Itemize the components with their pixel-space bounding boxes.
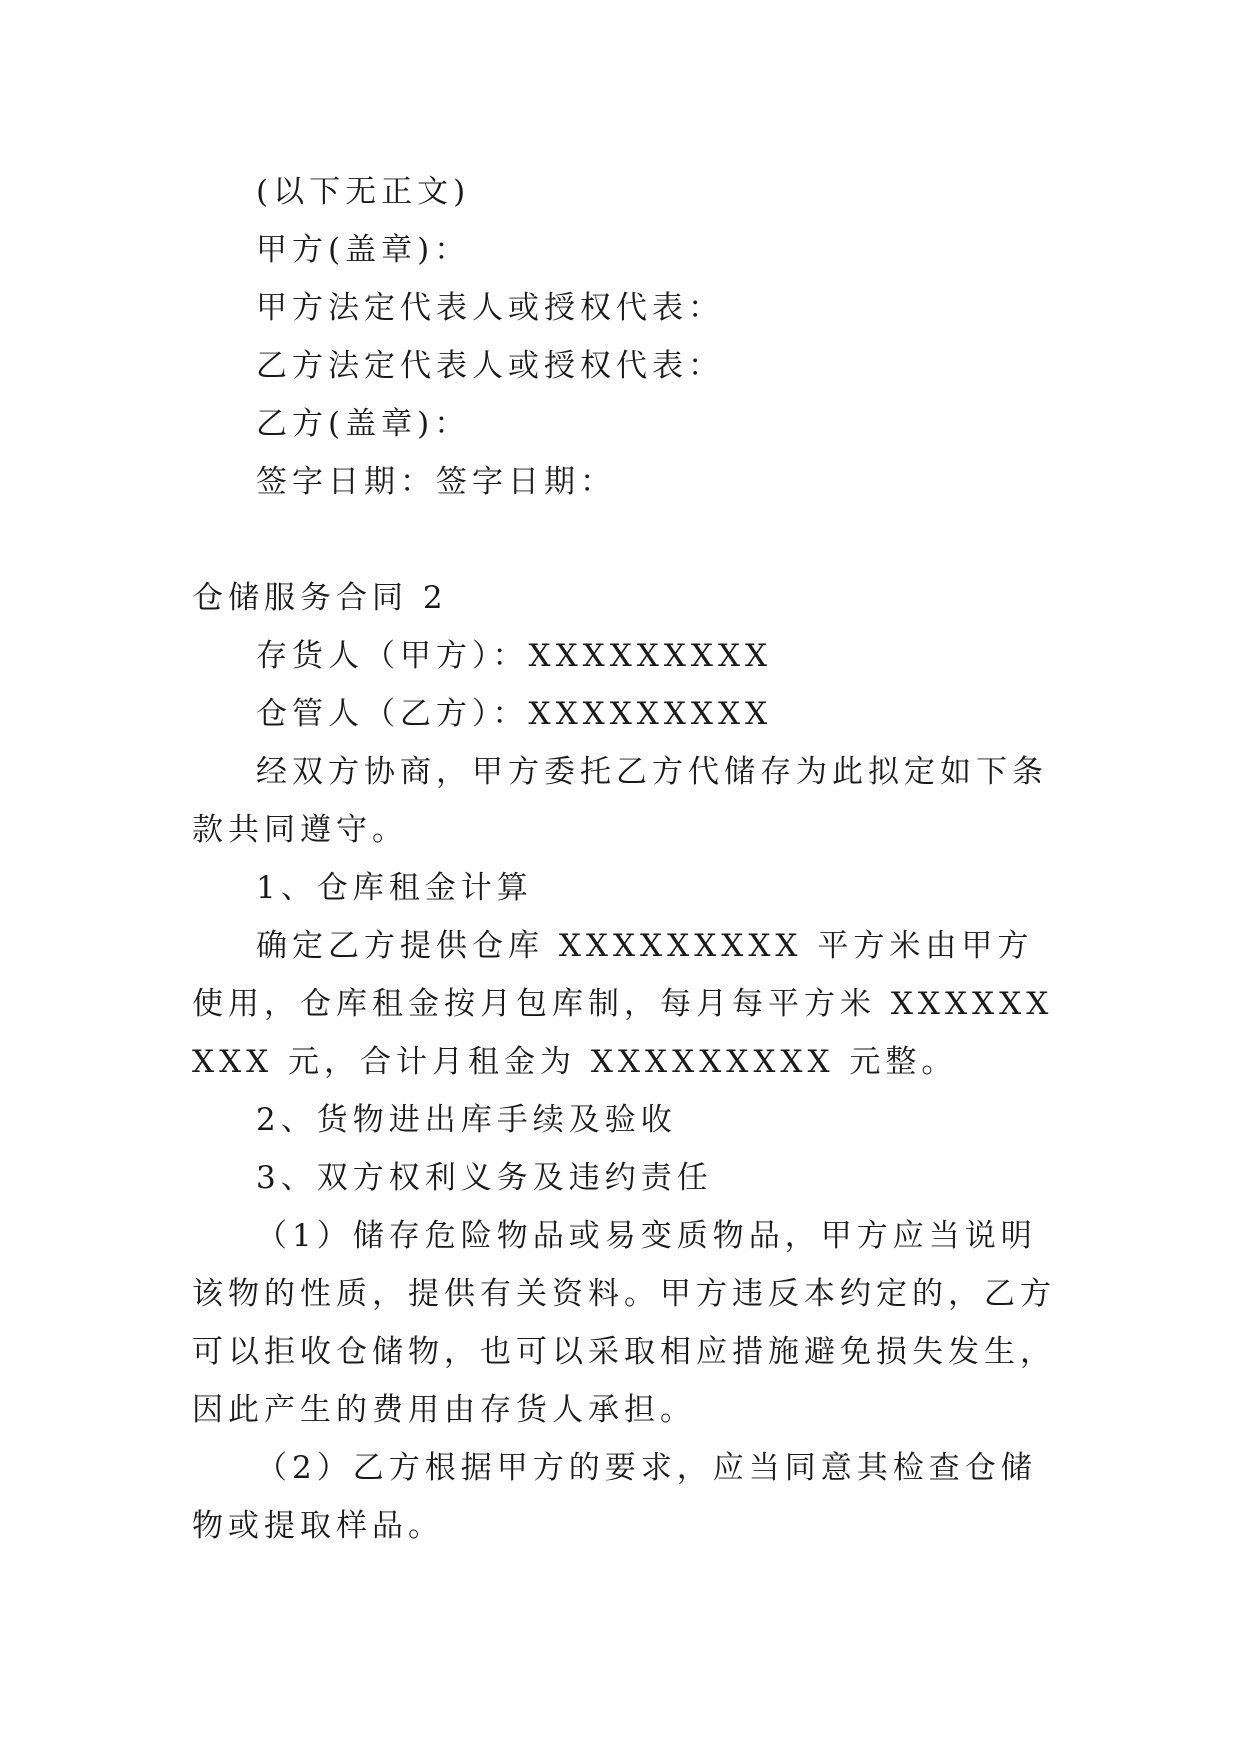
clause-3-item-2: （2）乙方根据甲方的要求，应当同意其检查仓储物或提取样品。 [192, 1450, 1037, 1544]
clause-3-heading: 3、双方权利义务及违约责任 [256, 1160, 713, 1196]
clause-1-heading: 1、仓库租金计算 [256, 870, 533, 906]
signature-dates-line: 签字日期：签字日期： [256, 464, 616, 500]
contract-title: 仓储服务合同 2 [192, 580, 448, 616]
clause-1-body: 确定乙方提供仓库 XXXXXXXXX 平方米由甲方使用，仓库租金按月包库制，每月每平方米 XXXXXXXXX 元，合计月租金为 XXXXXXXXX 元整。 [192, 928, 1054, 1080]
clause-2-heading: 2、货物进出库手续及验收 [256, 1102, 677, 1138]
no-text-below-note: (以下无正文) [256, 174, 471, 210]
document-body [192, 163, 1058, 1555]
party-b-seal-line: 乙方(盖章)： [256, 406, 471, 442]
party-b-representative-line: 乙方法定代表人或授权代表： [256, 348, 724, 384]
depositor-line: 存货人（甲方）：XXXXXXXXX [256, 638, 773, 674]
party-a-representative-line: 甲方法定代表人或授权代表： [256, 290, 724, 326]
warehouseman-line: 仓管人（乙方）：XXXXXXXXX [256, 696, 773, 732]
intro-paragraph: 经双方协商，甲方委托乙方代储存为此拟定如下条款共同遵守。 [192, 754, 1048, 848]
clause-3-item-1: （1）储存危险物品或易变质物品，甲方应当说明该物的性质，提供有关资料。甲方违反本约定的，乙方可以拒收仓储物，也可以采取相应措施避免损失发生，因此产生的费用由存货人承担。 [192, 1218, 1056, 1428]
party-a-seal-line: 甲方(盖章)： [256, 232, 471, 268]
